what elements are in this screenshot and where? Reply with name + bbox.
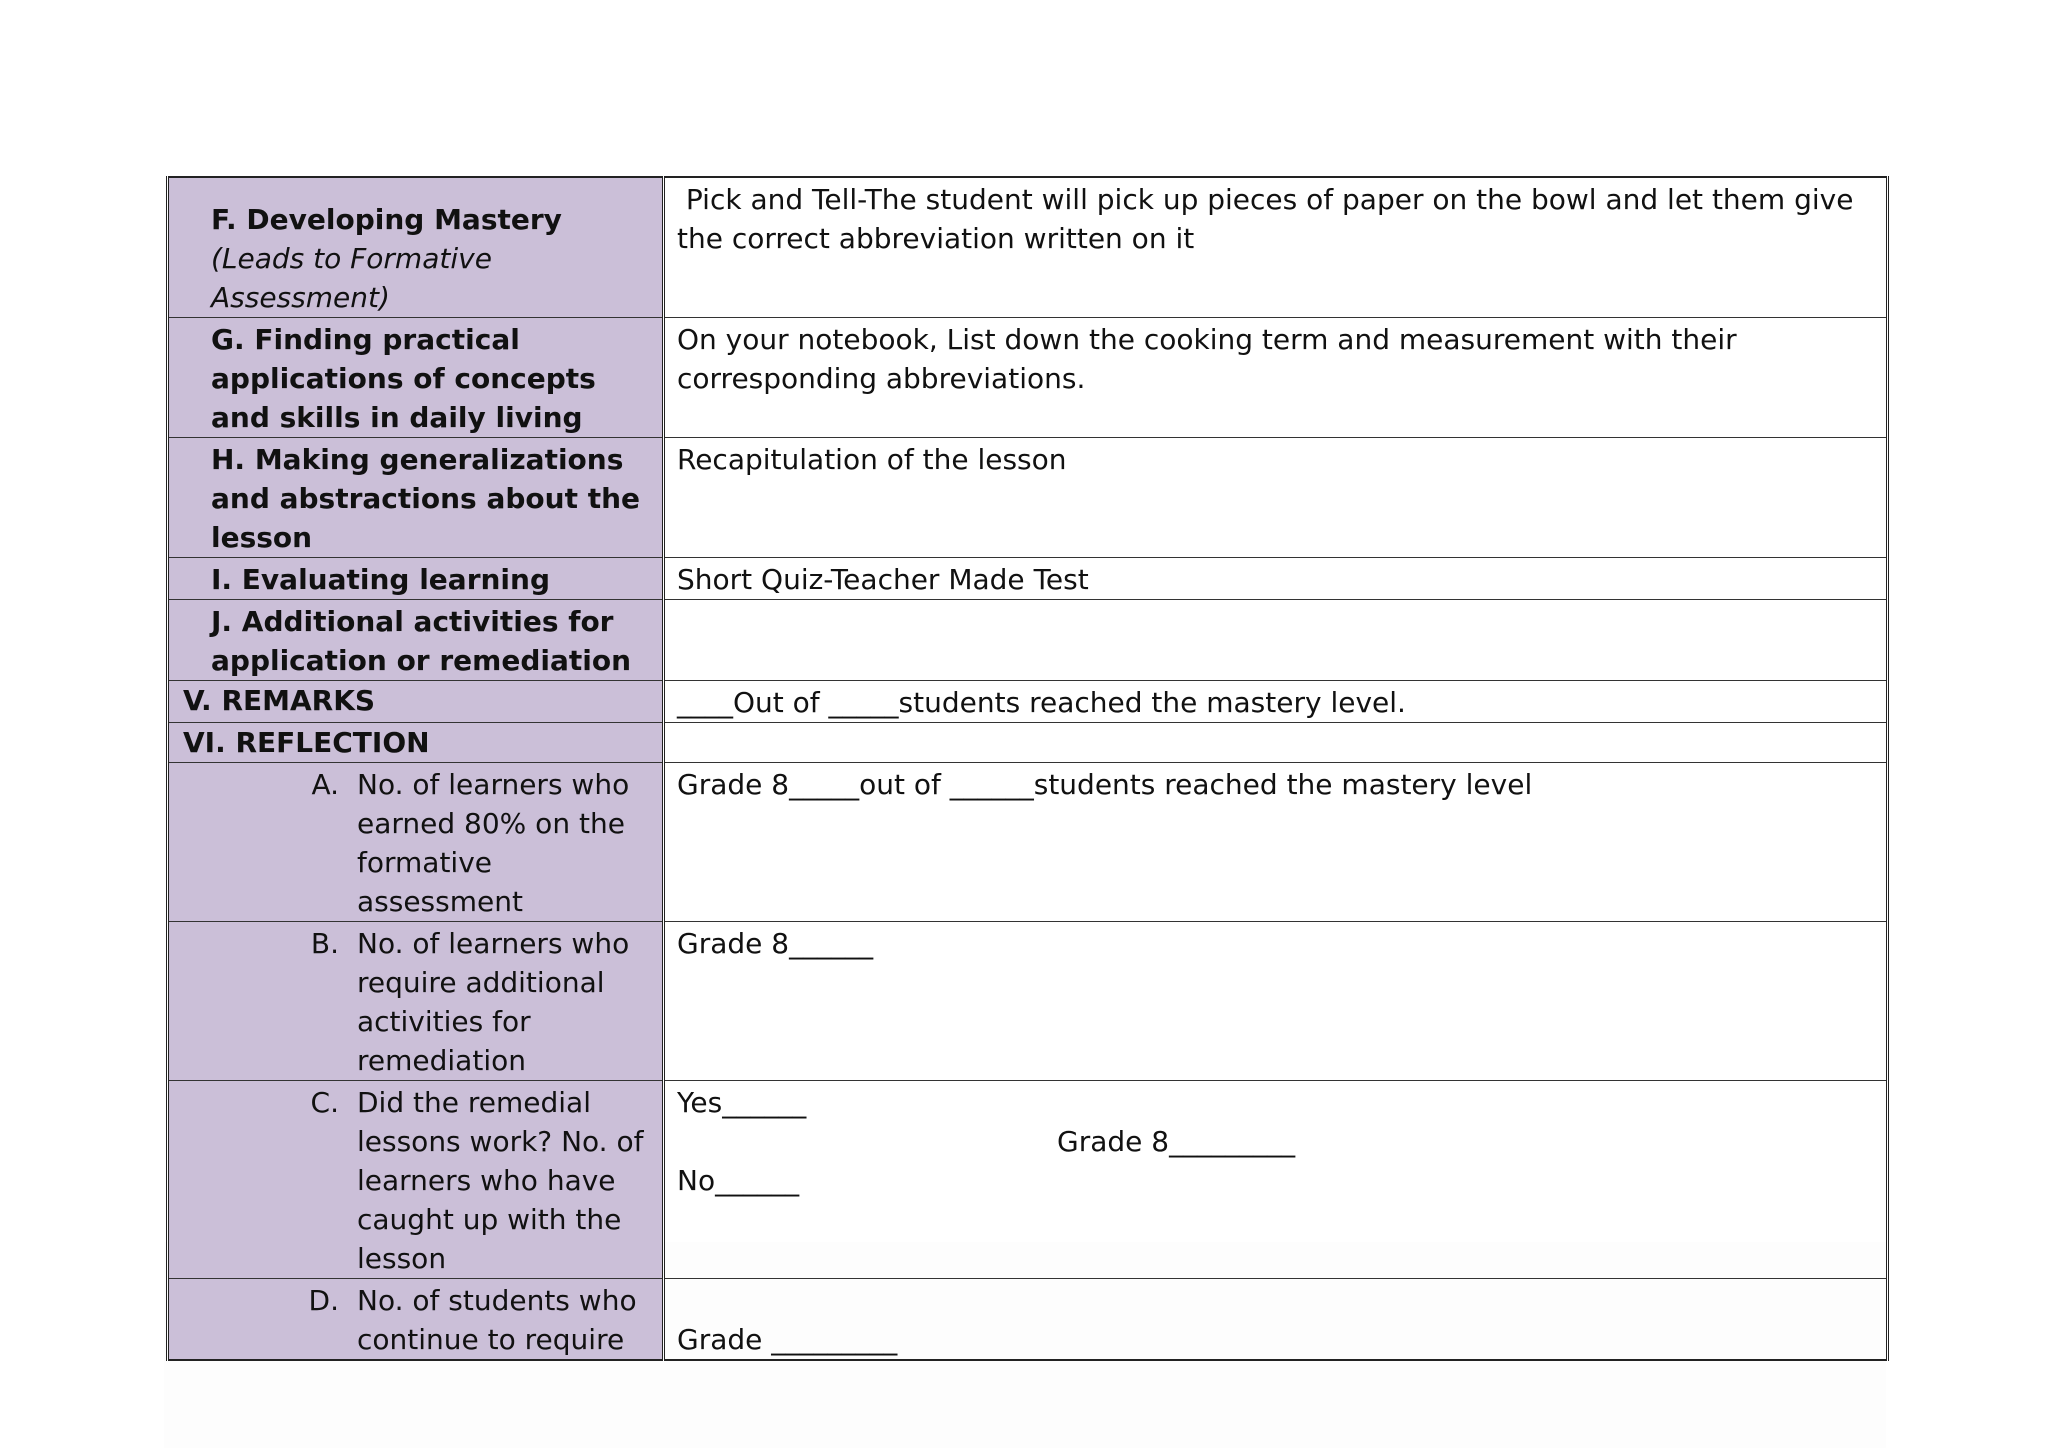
label-cell — [168, 438, 664, 558]
table-row-remarks — [168, 681, 1888, 723]
label-cell — [168, 1279, 664, 1361]
generalizations-content: Recapitulation of the lesson — [664, 438, 1888, 558]
formative-assessment-note: (Leads to Formative Assessment) — [211, 242, 492, 314]
learners-80-percent-content: Grade 8_____out of ______students reached the mastery level — [664, 763, 1888, 922]
developing-mastery-content: Pick and Tell-The student will pick up pieces of paper on the bowl and let them give the correct abbreviation written on it — [664, 177, 1888, 318]
label-cell — [168, 1081, 664, 1279]
continue-to-require-label: No. of students who continue to require — [357, 1284, 637, 1356]
table-row-learners-80-percent — [168, 763, 1888, 922]
remarks-content: ____Out of _____students reached the mastery level. — [664, 681, 1888, 723]
evaluating-learning-content: Short Quiz-Teacher Made Test — [664, 558, 1888, 600]
developing-mastery-label: F. Developing Mastery — [211, 203, 562, 236]
list-item — [169, 763, 662, 921]
additional-activities-content — [664, 600, 1888, 681]
practical-applications-content: On your notebook, List down the cooking term and measurement with their corresponding abbreviations. — [664, 318, 1888, 438]
table-row-evaluating-learning — [168, 558, 1888, 600]
additional-activities-label: J. Additional activities for application or remediation — [211, 605, 632, 677]
label-cell — [168, 600, 664, 681]
remarks-label: V. REMARKS — [183, 684, 376, 717]
list-letter: C. — [310, 1086, 339, 1119]
list-letter: D. — [308, 1284, 339, 1317]
label-cell — [168, 763, 664, 922]
list-item — [169, 1279, 662, 1359]
table-row-developing-mastery — [168, 177, 1888, 318]
reflection-label: VI. REFLECTION — [183, 726, 430, 759]
label-cell — [168, 318, 664, 438]
spacer — [677, 1122, 1057, 1161]
row-label — [169, 178, 662, 317]
require-additional-label: No. of learners who require additional activities for remediation — [357, 927, 630, 1077]
table-row-reflection — [168, 723, 1888, 763]
no-blank: No______ — [677, 1164, 800, 1197]
label-cell — [168, 177, 664, 318]
table-row-continue-to-require — [168, 1279, 1888, 1361]
generalizations-label: H. Making generalizations and abstractions about the lesson — [211, 443, 641, 554]
list-item — [169, 922, 662, 1080]
evaluating-learning-label: I. Evaluating learning — [211, 563, 551, 596]
label-cell — [168, 681, 664, 723]
remedial-answers — [677, 1083, 1872, 1200]
label-cell — [168, 922, 664, 1081]
list-letter: A. — [311, 768, 339, 801]
reflection-content — [664, 723, 1888, 763]
yes-no-group — [677, 1083, 1057, 1200]
continue-grade-blank: Grade _________ — [677, 1323, 898, 1356]
remedial-lessons-label: Did the remedial lessons work? No. of learners who have caught up with the lesson — [357, 1086, 644, 1275]
practical-applications-label: G. Finding practical applications of concepts and skills in daily living — [211, 323, 596, 434]
continue-to-require-content — [664, 1279, 1888, 1361]
table-row-additional-activities — [168, 600, 1888, 681]
remedial-lessons-content — [664, 1081, 1888, 1279]
label-cell — [168, 558, 664, 600]
list-item — [169, 1081, 662, 1278]
remedial-grade-blank: Grade 8_________ — [1057, 1125, 1296, 1158]
list-letter: B. — [310, 927, 339, 960]
label-cell — [168, 723, 664, 763]
require-additional-content: Grade 8______ — [664, 922, 1888, 1081]
lesson-plan-table — [166, 176, 1889, 1361]
table-row-remedial-lessons — [168, 1081, 1888, 1279]
table-row-generalizations — [168, 438, 1888, 558]
table-row-practical-applications — [168, 318, 1888, 438]
yes-blank: Yes______ — [677, 1086, 807, 1119]
table-row-require-additional — [168, 922, 1888, 1081]
learners-80-percent-label: No. of learners who earned 80% on the formative assessment — [357, 768, 630, 918]
